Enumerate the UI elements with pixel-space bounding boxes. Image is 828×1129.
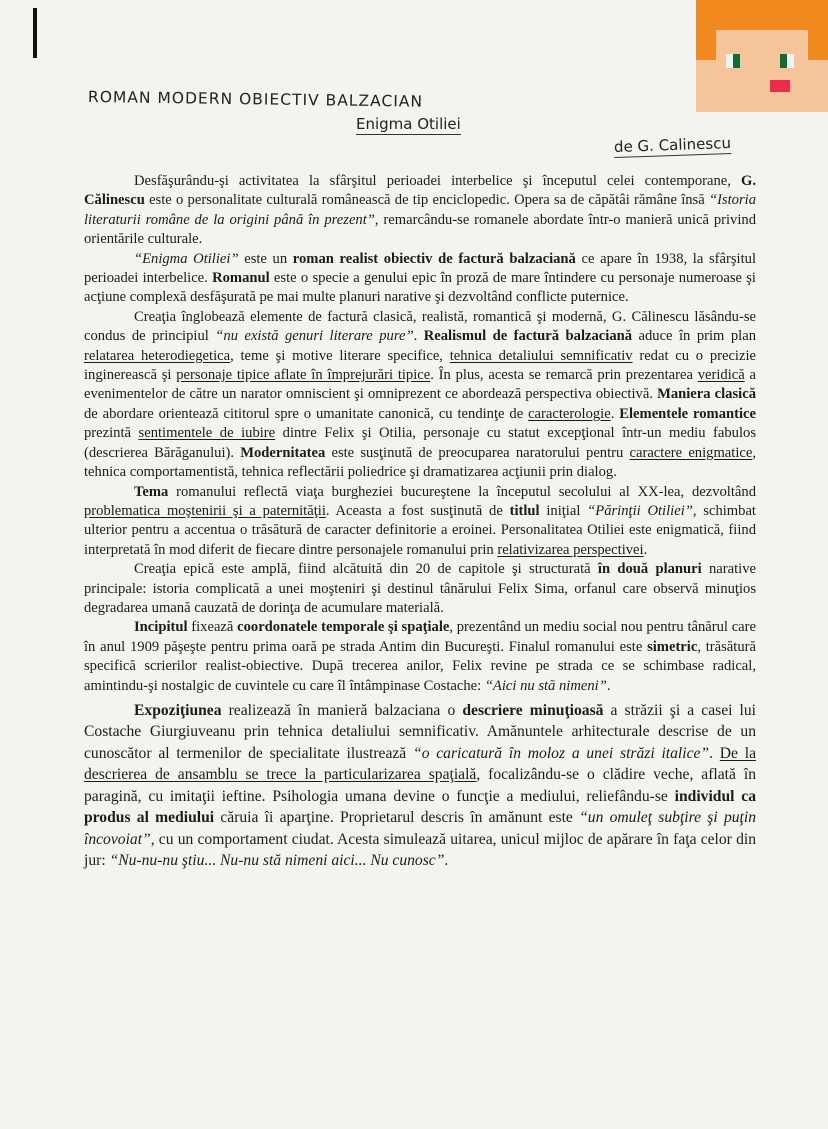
paragraph — [84, 308, 756, 483]
bold-text: Tema — [134, 483, 169, 500]
text-run: este o specie a genului epic în proză de mare întindere cu personaje numeroase şi acţiune complexă desfăşurată pe mai multe planuri narative şi dezvoltând conflicte puternice. — [84, 270, 756, 306]
bold-text: Incipitul — [134, 619, 188, 636]
underlined-text: veridică — [697, 367, 745, 384]
text-run: , focalizându-se o clădire veche, aflată în paragină, cu imitaţii ieftine. Psihologia umana devine o funcţie a mediului, reliefându-se — [84, 766, 756, 805]
paragraph — [84, 172, 756, 250]
text-run: ce apare în 1938, la sfârşitul perioadei interbelice. — [84, 250, 756, 287]
text-run: iniţial — [539, 502, 588, 519]
quoted-text: “Aici nu stă nimeni” — [484, 677, 607, 694]
text-run: Desfăşurându-şi activitatea la sfârşitul perioadei interbelice şi începutul celei contemporane, — [134, 173, 741, 189]
bold-text: Elementele romantice — [619, 405, 756, 422]
text-run: prezintă — [84, 425, 139, 442]
text-run: . — [413, 328, 424, 345]
pixel-avatar-icon — [696, 0, 828, 112]
text-run: , schimbat ulterior pentru a accentua o trăsătură de caracter definitorie a eroinei. Personalitatea Otiliei este enigmatică, fiind interpretată în mod diferit de fiecare dintre personajele romanului prin — [84, 502, 756, 558]
bold-text: coordonatele temporale şi spaţiale — [237, 619, 450, 636]
bold-text: titlul — [509, 502, 540, 519]
text-run: a străzii şi a casei lui Costache Giurgiuveanu prin tehnica detaliului semnificativ. Amănuntele arhitecturale descrise de un cunoscător al termenilor de specialitate ilustrează — [84, 701, 757, 762]
text-run: narative principale: istoria complicată a unei moşteniri şi destinul tânărului Felix Sima, orfanul care observă minuţios degradarea umană cauzată de dorinţa de acumulare materială. — [84, 561, 756, 616]
document-title: ROMAN MODERN OBIECTIV BALZACIAN — [87, 88, 424, 111]
text-run: Creaţia epică este amplă, fiind alcătuită din 20 de capitole şi structurată — [134, 561, 598, 578]
text-run: de abordare orientează cititorul spre o umanitate canonică, cu tendinţe de — [84, 405, 529, 422]
text-run: , remarcându-se romanele abordate într-o manieră unică privind orientările culturale. — [84, 211, 756, 248]
bold-text: Romanul — [212, 270, 270, 287]
novel-title: Enigma Otiliei — [356, 115, 461, 133]
bold-text: Expoziţiunea — [134, 701, 222, 719]
text-run: realizează în manieră balzaciana o — [221, 701, 463, 719]
underlined-text: caractere enigmatice — [629, 444, 753, 461]
text-run: romanului reflectă viaţa burgheziei bucureştene la începutul secolului al XX-lea, dezvoltând — [168, 483, 756, 500]
quoted-text: “nu există genuri literare pure” — [215, 328, 414, 345]
text-run: este un — [238, 250, 293, 267]
underlined-text: sentimentele de iubire — [138, 425, 276, 442]
bold-text: în două planuri — [597, 561, 702, 578]
text-run: . În plus, acesta se remarcă prin prezentarea — [430, 367, 698, 384]
underlined-text: problematica moştenirii şi a paternităţii — [84, 502, 326, 519]
text-run: . — [606, 677, 611, 694]
underlined-text: caracterologie — [528, 405, 611, 422]
text-run: , prezentând un mediu social nou pentru tânărul care în anul 1909 păşeşte pentru prima oară pe strada Antim din Bucureşti. Finalul romanului este — [84, 619, 756, 655]
bold-text: Modernitatea — [240, 444, 326, 461]
quoted-text: “un omuleţ subţire şi puţin încovoiat” — [84, 809, 757, 848]
text-run: , trăsătură specifică scrierilor realist-obiective. După trecerea anilor, Felix revine pe strada ce se schimbase radical, amintindu-şi nostalgic de cuvintele cu care îl întâmpinase Costache: — [84, 638, 756, 694]
text-run: căruia îi aparţine. Proprietarul descris în amănunt este — [214, 809, 580, 827]
text-run: . Aceasta a fost susţinută de — [325, 502, 510, 519]
underlined-text: relativizarea perspectivei — [497, 541, 644, 558]
text-run: dintre Felix şi Otilia, personaje cu statut excepţional într-un mediu fabulos (descrierea Bărăganului). — [84, 425, 756, 461]
bold-text: descriere minuţioasă — [462, 701, 604, 719]
paragraph — [84, 700, 756, 872]
text-run: , cu un comportament ciudat. Acesta simulează uitarea, unicul mijloc de apărare în faţa celor din jur: — [84, 830, 756, 870]
underlined-text: personaje tipice aflate în împrejurări tipice — [176, 367, 431, 384]
text-run: redat cu o precizie inginerească şi — [84, 347, 756, 384]
text-run: este o personalitate culturală românească de tip enciclopedic. Opera sa de căpătâi rămâne însă — [144, 192, 709, 209]
text-run: . — [643, 541, 648, 558]
text-run: , teme şi motive literare specifice, — [230, 347, 450, 364]
margin-mark — [33, 8, 37, 58]
text-run: , tehnica comportamentistă, tehnica reflectării poliedrice şi dramatizarea acţiunii prin dialog. — [84, 444, 756, 481]
text-run: a evenimentelor de către un narator omniscient şi omniprezent ce abordează perspectiva obiectivă. — [84, 367, 756, 403]
author-name: de G. Calinescu — [613, 133, 732, 157]
text-run: . — [444, 852, 449, 870]
bold-text: Realismul de factură balzaciană — [423, 328, 633, 345]
underlined-text: De la descrierea de ansamblu se trece la particularizarea spaţială — [84, 744, 757, 784]
underlined-text: relatarea heterodiegetica — [84, 347, 231, 364]
quoted-text: “Nu-nu-nu ştiu... Nu-nu stă nimeni aici... Nu cunosc” — [109, 852, 445, 870]
text-run: fixează — [187, 619, 238, 636]
text-run: . — [610, 405, 620, 422]
text-run: aduce în prim plan — [632, 328, 756, 345]
quoted-text: “Părinţii Otiliei” — [587, 502, 693, 519]
text-run: . — [709, 744, 720, 762]
underlined-text: tehnica detaliului semnificativ — [449, 347, 633, 364]
paragraph — [84, 618, 756, 696]
bold-text: roman realist obiectiv de factură balzaciană — [292, 250, 576, 267]
paragraph — [84, 250, 756, 308]
quoted-text: “Enigma Otiliei” — [134, 250, 239, 267]
quoted-text: “Istoria literaturii române de la origini până în prezent” — [84, 192, 756, 228]
bold-text: Maniera clasică — [657, 386, 756, 403]
bold-text: individul ca produs al mediului — [84, 787, 756, 827]
text-run: Creaţia înglobează elemente de factură clasică, realistă, romantică şi modernă, G. Călinescu lăsându-se condus de principiul — [84, 308, 756, 345]
paragraph — [84, 483, 756, 561]
text-run: este susţinută de preocuparea naratorului pentru — [325, 444, 630, 461]
bold-text: simetric — [647, 638, 698, 655]
quoted-text: “o caricatură în moloz a unei străzi italice” — [413, 744, 710, 762]
paragraph — [84, 560, 756, 618]
essay-body — [84, 172, 756, 872]
bold-text: G. Călinescu — [84, 173, 756, 209]
